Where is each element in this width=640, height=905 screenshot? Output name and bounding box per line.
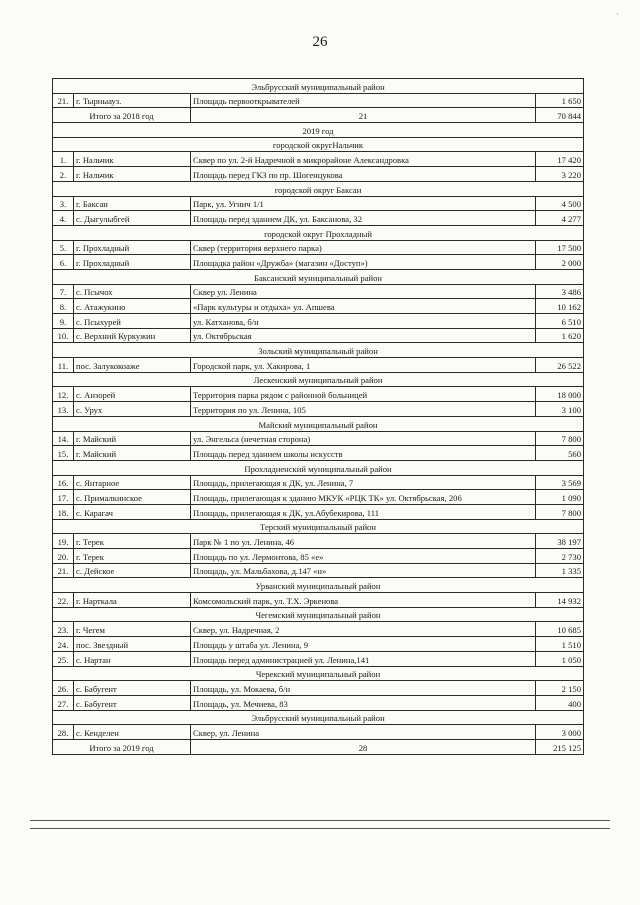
row-number: 17.	[53, 490, 74, 505]
section-header-row	[53, 123, 584, 138]
area-cell: 1 050	[536, 651, 584, 666]
table-row	[53, 314, 584, 329]
settlement-cell: г. Нарткала	[74, 593, 191, 608]
area-cell: 1 650	[536, 93, 584, 108]
area-cell: 3 569	[536, 475, 584, 490]
total-row	[53, 739, 584, 754]
table-row	[53, 387, 584, 402]
settlement-cell: г. Нальчик	[74, 167, 191, 182]
area-cell: 10 162	[536, 299, 584, 314]
total-label: Итого за 2019 год	[53, 739, 191, 754]
settlement-cell: с. Дыгулыбгей	[74, 211, 191, 226]
table-row	[53, 358, 584, 373]
section-header: Терский муниципальный район	[53, 519, 584, 534]
table-row	[53, 681, 584, 696]
table-row	[53, 549, 584, 564]
area-cell: 3 486	[536, 284, 584, 299]
area-cell: 1 335	[536, 563, 584, 578]
table-row	[53, 563, 584, 578]
row-number: 18.	[53, 504, 74, 519]
settlement-cell: с. Атажукино	[74, 299, 191, 314]
object-cell: Сквер, ул. Ленина	[191, 725, 536, 740]
object-cell: ул. Катханова, б/н	[191, 314, 536, 329]
row-number: 8.	[53, 299, 74, 314]
section-header: Лескенский муниципальный район	[53, 372, 584, 387]
row-number: 21.	[53, 93, 74, 108]
area-cell: 3 100	[536, 402, 584, 417]
row-number: 7.	[53, 284, 74, 299]
object-cell: ул. Энгельса (нечетная сторона)	[191, 431, 536, 446]
object-cell: Площадь перед зданием школы искусств	[191, 446, 536, 461]
settlement-cell: с. Анзорей	[74, 387, 191, 402]
section-header-row	[53, 666, 584, 681]
settlement-cell: с. Карагач	[74, 504, 191, 519]
table-row	[53, 637, 584, 652]
row-number: 3.	[53, 196, 74, 211]
object-cell: Сквер (территория верхнего парка)	[191, 240, 536, 255]
table-row	[53, 284, 584, 299]
row-number: 19.	[53, 534, 74, 549]
row-number: 23.	[53, 622, 74, 637]
object-cell: Площадь, ул. Мальбахова, д.147 «н»	[191, 563, 536, 578]
settlement-cell: с. Псычох	[74, 284, 191, 299]
settlement-cell: г. Тырныауз.	[74, 93, 191, 108]
object-cell: Сквер ул. Ленина	[191, 284, 536, 299]
section-header: 2019 год	[53, 123, 584, 138]
section-header-row	[53, 343, 584, 358]
area-cell: 1 090	[536, 490, 584, 505]
area-cell: 17 500	[536, 240, 584, 255]
total-count: 21	[191, 108, 536, 123]
scan-artifact-mark: ·	[616, 10, 619, 19]
table-row	[53, 446, 584, 461]
row-number: 24.	[53, 637, 74, 652]
section-header: Чегемский муниципальный район	[53, 607, 584, 622]
table-row	[53, 299, 584, 314]
section-header-row	[53, 181, 584, 196]
settlement-cell: г. Терек	[74, 549, 191, 564]
section-header-row	[53, 519, 584, 534]
row-number: 20.	[53, 549, 74, 564]
table-row	[53, 152, 584, 167]
settlement-cell: с. Дейское	[74, 563, 191, 578]
row-number: 9.	[53, 314, 74, 329]
object-cell: Площадь по ул. Лермонтова, 85 «е»	[191, 549, 536, 564]
footer-rule	[30, 828, 610, 829]
area-cell: 14 932	[536, 593, 584, 608]
area-cell: 6 510	[536, 314, 584, 329]
area-cell: 3 000	[536, 725, 584, 740]
table-row	[53, 695, 584, 710]
settlement-cell: г. Прохладный	[74, 255, 191, 270]
row-number: 27.	[53, 695, 74, 710]
object-cell: Парк № 1 по ул. Ленина, 46	[191, 534, 536, 549]
table-row	[53, 475, 584, 490]
object-cell: Площадь у штаба ул. Ленина, 9	[191, 637, 536, 652]
section-header: городской округ Баксан	[53, 181, 584, 196]
area-cell: 1 510	[536, 637, 584, 652]
table-row	[53, 490, 584, 505]
section-header: городской округНальчик	[53, 137, 584, 152]
row-number: 25.	[53, 651, 74, 666]
object-cell: Площадка район «Дружба» (магазин «Доступ»)	[191, 255, 536, 270]
table-row	[53, 593, 584, 608]
settlement-cell: с. Бабугент	[74, 681, 191, 696]
area-cell: 400	[536, 695, 584, 710]
total-area: 70 844	[536, 108, 584, 123]
object-cell: Площадь перед ГКЗ по пр. Шогенцукова	[191, 167, 536, 182]
total-count: 28	[191, 739, 536, 754]
object-cell: Сквер, ул. Надречная, 2	[191, 622, 536, 637]
table-row	[53, 93, 584, 108]
object-cell: Парк, ул. Угнич 1/1	[191, 196, 536, 211]
section-header-row	[53, 137, 584, 152]
table-row	[53, 240, 584, 255]
settlement-cell: г. Чегем	[74, 622, 191, 637]
object-cell: Площадь первооткрывателей	[191, 93, 536, 108]
area-cell: 7 800	[536, 504, 584, 519]
settlement-cell: г. Майский	[74, 446, 191, 461]
settlement-cell: с. Урух	[74, 402, 191, 417]
footer-rule	[30, 820, 610, 821]
area-cell: 4 277	[536, 211, 584, 226]
table-row	[53, 725, 584, 740]
object-cell: Городской парк, ул. Хакирова, 1	[191, 358, 536, 373]
settlement-cell: с. Верхний Куркужин	[74, 328, 191, 343]
section-header-row	[53, 225, 584, 240]
settlement-cell: с. Бабугент	[74, 695, 191, 710]
settlement-cell: с. Кенделен	[74, 725, 191, 740]
section-header-row	[53, 416, 584, 431]
settlement-cell: г. Терек	[74, 534, 191, 549]
row-number: 21.	[53, 563, 74, 578]
registry-table-body	[53, 79, 584, 755]
object-cell: Комсомольский парк, ул. Т.Х. Эркенова	[191, 593, 536, 608]
section-header: Майский муниципальный район	[53, 416, 584, 431]
total-row	[53, 108, 584, 123]
area-cell: 3 220	[536, 167, 584, 182]
object-cell: Сквер по ул. 2-й Надречной в микрорайоне Александровка	[191, 152, 536, 167]
settlement-cell: г. Баксан	[74, 196, 191, 211]
object-cell: «Парк культуры и отдыха» ул. Апшева	[191, 299, 536, 314]
row-number: 2.	[53, 167, 74, 182]
object-cell: Площадь перед зданием ДК, ул. Баксанова, 32	[191, 211, 536, 226]
table-row	[53, 196, 584, 211]
object-cell: Площадь, ул. Мокаева, б/н	[191, 681, 536, 696]
page-number: 26	[312, 34, 328, 50]
settlement-cell: пос. Залукокоаже	[74, 358, 191, 373]
row-number: 16.	[53, 475, 74, 490]
section-header-row	[53, 460, 584, 475]
registry-table	[52, 78, 584, 755]
area-cell: 1 620	[536, 328, 584, 343]
settlement-cell: пос. Звездный	[74, 637, 191, 652]
object-cell: Территория по ул. Ленина, 105	[191, 402, 536, 417]
row-number: 13.	[53, 402, 74, 417]
row-number: 10.	[53, 328, 74, 343]
section-header-row	[53, 578, 584, 593]
object-cell: Территория парка рядом с районной больницей	[191, 387, 536, 402]
row-number: 5.	[53, 240, 74, 255]
total-label: Итого за 2018 год	[53, 108, 191, 123]
table-row	[53, 504, 584, 519]
area-cell: 2 000	[536, 255, 584, 270]
section-header-row	[53, 79, 584, 94]
settlement-cell: с. Псыхурей	[74, 314, 191, 329]
row-number: 26.	[53, 681, 74, 696]
settlement-cell: с. Прималкинское	[74, 490, 191, 505]
object-cell: Площадь, прилегающая к ДК, ул.Абубекирова, 111	[191, 504, 536, 519]
object-cell: Площадь перед администрацией ул. Ленина,141	[191, 651, 536, 666]
row-number: 28.	[53, 725, 74, 740]
area-cell: 2 730	[536, 549, 584, 564]
table-row	[53, 651, 584, 666]
row-number: 1.	[53, 152, 74, 167]
settlement-cell: г. Майский	[74, 431, 191, 446]
section-header: Баксанский муниципальный район	[53, 269, 584, 284]
settlement-cell: с. Нартан	[74, 651, 191, 666]
section-header: городской округ Прохладный	[53, 225, 584, 240]
table-row	[53, 328, 584, 343]
section-header: Прохладненский муниципальный район	[53, 460, 584, 475]
section-header-row	[53, 607, 584, 622]
settlement-cell: с. Янтарное	[74, 475, 191, 490]
table-row	[53, 255, 584, 270]
table-row	[53, 622, 584, 637]
area-cell: 2 150	[536, 681, 584, 696]
total-area: 215 125	[536, 739, 584, 754]
table-row	[53, 402, 584, 417]
settlement-cell: г. Нальчик	[74, 152, 191, 167]
area-cell: 560	[536, 446, 584, 461]
row-number: 4.	[53, 211, 74, 226]
section-header: Урванский муниципальный район	[53, 578, 584, 593]
section-header: Эльбрусский муниципальный район	[53, 710, 584, 725]
object-cell: Площадь, прилегающая к зданию МКУК «РЦК ТК» ул. Октябрьская, 206	[191, 490, 536, 505]
row-number: 6.	[53, 255, 74, 270]
section-header: Зольский муниципальный район	[53, 343, 584, 358]
area-cell: 26 522	[536, 358, 584, 373]
area-cell: 7 800	[536, 431, 584, 446]
object-cell: ул. Октябрьская	[191, 328, 536, 343]
section-header: Эльбрусский муниципальный район	[53, 79, 584, 94]
settlement-cell: г. Прохладный	[74, 240, 191, 255]
row-number: 15.	[53, 446, 74, 461]
object-cell: Площадь, ул. Мечиева, 83	[191, 695, 536, 710]
section-header-row	[53, 710, 584, 725]
table-row	[53, 211, 584, 226]
area-cell: 10 685	[536, 622, 584, 637]
object-cell: Площадь, прилегающая к ДК, ул. Ленина, 7	[191, 475, 536, 490]
section-header-row	[53, 269, 584, 284]
table-row	[53, 534, 584, 549]
section-header-row	[53, 372, 584, 387]
area-cell: 17 420	[536, 152, 584, 167]
section-header: Черекский муниципальный район	[53, 666, 584, 681]
row-number: 14.	[53, 431, 74, 446]
area-cell: 38 197	[536, 534, 584, 549]
area-cell: 18 000	[536, 387, 584, 402]
row-number: 12.	[53, 387, 74, 402]
area-cell: 4 500	[536, 196, 584, 211]
table-row	[53, 167, 584, 182]
row-number: 11.	[53, 358, 74, 373]
table-row	[53, 431, 584, 446]
row-number: 22.	[53, 593, 74, 608]
